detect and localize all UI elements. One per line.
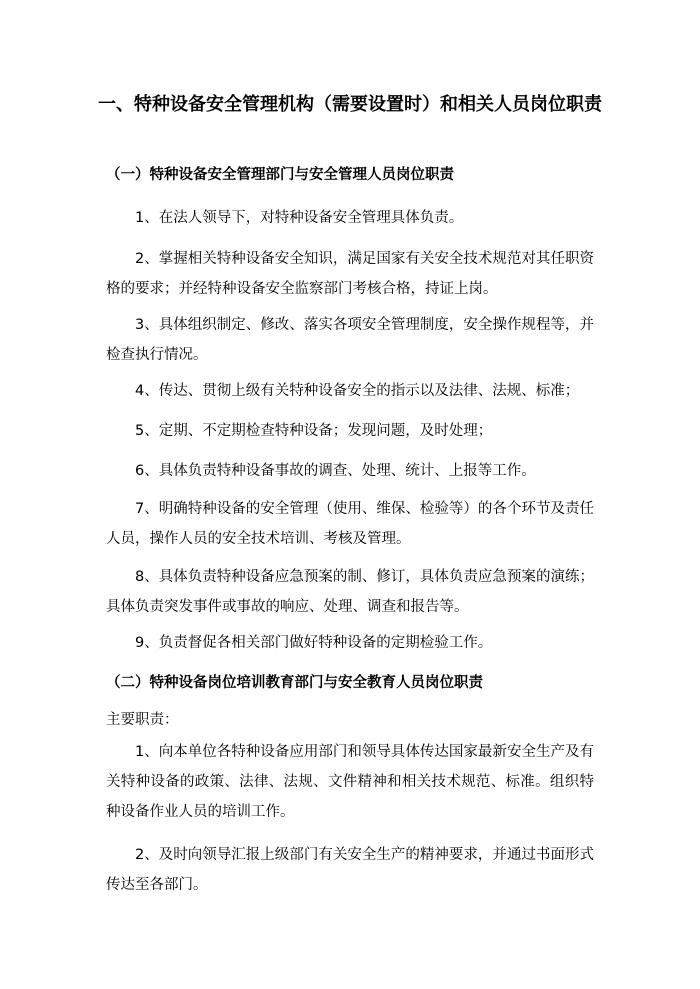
document-title: 一、特种设备安全管理机构（需要设置时）和相关人员岗位职责 — [98, 94, 602, 115]
section-2-item-1: 1、向本单位各特种设备应用部门和领导具体传达国家最新安全生产及有关特种设备的政策、法律、法规、文件精神和相关技术规范、标准。组织特种设备作业人员的培训工作。 — [106, 744, 594, 820]
section-1-item-4: 4、传达、贯彻上级有关特种设备安全的指示以及法律、法规、标准； — [135, 383, 580, 399]
section-2-heading: （二）特种设备岗位培训教育部门与安全教育人员岗位职责 — [106, 675, 483, 691]
section-1-item-2: 2、掌握相关特种设备安全知识，满足国家有关安全技术规范对其任职资格的要求；并经特种设备安全监察部门考核合格，持证上岗。 — [106, 251, 594, 297]
section-1-item-9: 9、负责督促各相关部门做好特种设备的定期检验工作。 — [135, 635, 493, 651]
section-2-item-2: 2、及时向领导汇报上级部门有关安全生产的精神要求，并通过书面形式传达至各部门。 — [106, 847, 594, 893]
section-1-item-1: 1、在法人领导下，对特种设备安全管理具体负责。 — [135, 210, 464, 226]
section-1-item-6: 6、具体负责特种设备事故的调查、处理、统计、上报等工作。 — [135, 463, 536, 479]
section-1-heading: （一）特种设备安全管理部门与安全管理人员岗位职责 — [106, 167, 454, 183]
section-1-item-5: 5、定期、不定期检查特种设备；发现问题，及时处理； — [135, 423, 493, 439]
section-2-intro: 主要职责： — [106, 712, 179, 728]
section-1-item-8: 8、具体负责特种设备应急预案的制、修订，具体负责应急预案的演练；具体负责突发事件或事故的响应、处理、调查和报告等。 — [106, 569, 594, 615]
section-1-item-3: 3、具体组织制定、修改、落实各项安全管理制度，安全操作规程等，并检查执行情况。 — [106, 317, 594, 363]
section-1-item-7: 7、明确特种设备的安全管理（使用、维保、检验等）的各个环节及责任人员，操作人员的安全技术培训、考核及管理。 — [106, 501, 594, 547]
